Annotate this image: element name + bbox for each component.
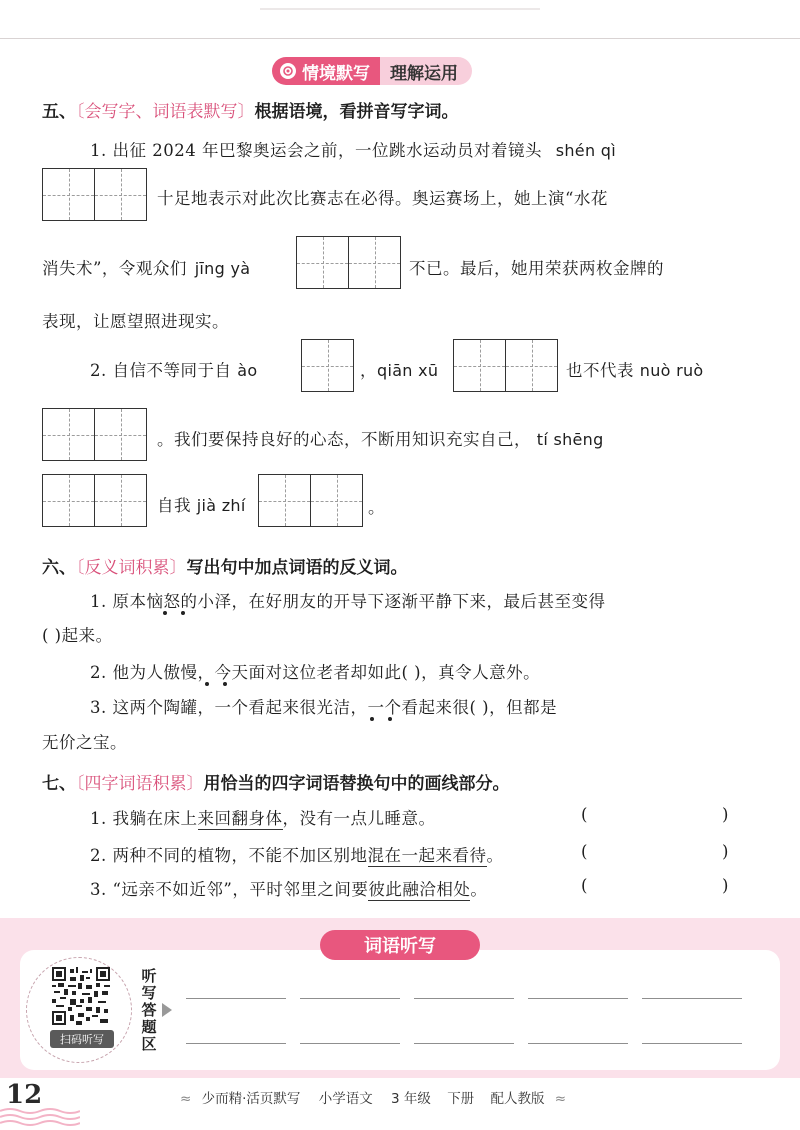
q6-3-line-2: 无价之宝。	[42, 733, 127, 752]
pinyin: shén qì	[555, 141, 616, 160]
dictation-line[interactable]	[186, 1043, 286, 1044]
answer-paren-open: (	[581, 876, 588, 895]
section-instruction: 写出句中加点词语的反义词。	[186, 558, 408, 578]
dictation-line[interactable]	[642, 998, 742, 999]
q5-1-line-1	[90, 137, 616, 161]
pinyin: qiān xū	[377, 361, 439, 380]
text: 2. 自信不等同于自	[90, 361, 232, 380]
volume: 下册	[447, 1091, 475, 1107]
dictation-line[interactable]	[414, 1043, 514, 1044]
section-number: 五、	[42, 102, 76, 122]
grid-cell[interactable]	[506, 340, 557, 391]
answer-grid[interactable]	[42, 168, 147, 221]
answer-grid[interactable]	[42, 408, 147, 461]
q5-1-line-4: 表现，让愿望照进现实。	[42, 312, 229, 331]
wave-mark: ≈	[180, 1091, 192, 1107]
footer-info	[180, 1087, 566, 1107]
banner-tag	[272, 57, 380, 85]
section-number: 七、	[42, 774, 76, 794]
dictation-line[interactable]	[642, 1043, 742, 1044]
section-instruction: 根据语境，看拼音写字词。	[254, 102, 459, 122]
text: 2. 两种不同的植物，不能不加区别地	[90, 846, 368, 865]
book-title: 少而精·活页默写	[201, 1091, 301, 1107]
emphasis-dot	[205, 682, 209, 686]
subject: 小学语文	[318, 1091, 373, 1107]
page-number: 12	[6, 1080, 43, 1110]
answer-grid[interactable]	[301, 339, 354, 392]
pinyin: nuò ruò	[639, 361, 704, 380]
section-bracket-label: 〔四字词语积累〕	[76, 774, 204, 794]
text: ，没有一点儿睡意。	[282, 809, 436, 828]
q6-3-line-1: 3. 这两个陶罐，一个看起来很光洁，一个看起来很( )，但都是	[90, 698, 558, 717]
section-bracket-label: 〔会写字、词语表默写〕	[76, 102, 255, 122]
arrow-right-icon	[162, 1003, 172, 1017]
q7-3	[90, 876, 487, 900]
text: 。	[486, 846, 504, 865]
section-6-heading	[42, 553, 408, 578]
answer-paren-close: )	[722, 842, 729, 861]
scan-to-dictate-label[interactable]: 扫码听写	[50, 1030, 114, 1048]
q5-1-line-3b: 不已。最后，她用荣获两枚金牌的	[409, 259, 664, 278]
section-bracket-label: 〔反义词积累〕	[76, 558, 187, 578]
pinyin: tí shēng	[536, 430, 604, 449]
q5-2-line-1c	[566, 357, 704, 381]
q5-2-line-1b	[360, 357, 438, 381]
scan-smear	[260, 8, 540, 10]
emphasis-dot	[388, 717, 392, 721]
q5-2-line-2	[157, 426, 604, 450]
underlined-phrase: 来回翻身体	[197, 809, 283, 828]
q5-2-line-3b: 。	[368, 498, 385, 517]
answer-paren-open: (	[581, 805, 588, 824]
section-instruction: 用恰当的四字词语替换句中的画线部分。	[203, 774, 510, 794]
emphasis-dot	[163, 611, 167, 615]
underlined-phrase: 混在一起来看待	[367, 846, 487, 865]
dictation-line[interactable]	[186, 998, 286, 999]
banner-subtitle: 理解运用	[380, 57, 472, 85]
emphasis-dot	[223, 682, 227, 686]
text: 1. 我躺在床上	[90, 809, 198, 828]
grid-cell[interactable]	[311, 475, 362, 526]
text: 。	[470, 880, 488, 899]
grid-cell[interactable]	[297, 237, 349, 288]
answer-area-label: 听写答题区	[141, 967, 157, 1053]
section-5-heading	[42, 97, 459, 122]
banner-tag-label: 情境默写	[302, 63, 370, 84]
text: 3. “远亲不如近邻”，平时邻里之间要	[90, 880, 369, 899]
pinyin: ào	[237, 361, 258, 380]
dictation-line[interactable]	[414, 998, 514, 999]
dictation-title: 词语听写	[320, 930, 480, 960]
answer-grid[interactable]	[258, 474, 363, 527]
dictation-line[interactable]	[528, 998, 628, 999]
grid-cell[interactable]	[43, 169, 95, 220]
q5-2-line-1a	[90, 357, 257, 381]
answer-paren-close: )	[722, 805, 729, 824]
grid-cell[interactable]	[302, 340, 353, 391]
q6-1-line-1: 1. 原本恼怒的小泽，在好朋友的开导下逐渐平静下来，最后甚至变得	[90, 592, 606, 611]
answer-paren-close: )	[722, 876, 729, 895]
qr-code-icon[interactable]	[52, 967, 110, 1025]
grid-cell[interactable]	[259, 475, 311, 526]
text: 自我	[157, 496, 191, 515]
text: 消失术”，令观众们	[42, 259, 187, 278]
text: ，	[360, 361, 377, 380]
edition: 配人教版	[490, 1091, 545, 1107]
answer-grid[interactable]	[296, 236, 401, 289]
text: 。我们要保持良好的心态，不断用知识充实自己，	[157, 430, 531, 449]
grid-cell[interactable]	[95, 475, 146, 526]
wave-mark: ≈	[554, 1091, 567, 1107]
pinyin: jià zhí	[196, 496, 246, 515]
emphasis-dot	[181, 611, 185, 615]
underlined-phrase: 彼此融洽相处	[368, 880, 471, 899]
q5-1-line-3a	[42, 255, 250, 279]
q7-2	[90, 842, 504, 866]
grid-cell[interactable]	[95, 169, 146, 220]
dictation-panel-inner	[20, 950, 780, 1070]
q6-1-line-2: ( )起来。	[42, 626, 113, 645]
grid-cell[interactable]	[43, 409, 95, 460]
text: 也不代表	[566, 361, 634, 380]
dictation-line[interactable]	[528, 1043, 628, 1044]
medal-icon	[280, 63, 296, 79]
answer-grid[interactable]	[42, 474, 147, 527]
emphasis-dot	[370, 717, 374, 721]
pinyin: jīng yà	[194, 259, 251, 278]
dictation-lines-row-2	[186, 1043, 742, 1044]
dictation-lines-row-1	[186, 998, 742, 999]
grid-cell[interactable]	[349, 237, 400, 288]
text: 1. 出征 2024 年巴黎奥运会之前，一位跳水运动员对着镜头	[90, 141, 542, 160]
section-number: 六、	[42, 558, 76, 578]
dictation-line[interactable]	[300, 998, 400, 999]
grid-cell[interactable]	[454, 340, 506, 391]
section-7-heading	[42, 769, 510, 794]
grid-cell[interactable]	[95, 409, 146, 460]
answer-paren-open: (	[581, 842, 588, 861]
section-banner	[272, 57, 472, 85]
q5-1-line-2: 十足地表示对此次比赛志在必得。奥运赛场上，她上演“水花	[157, 189, 608, 208]
grid-cell[interactable]	[43, 475, 95, 526]
dictation-line[interactable]	[300, 1043, 400, 1044]
q5-2-line-3a	[157, 492, 246, 516]
q7-1	[90, 805, 436, 829]
q6-2: 2. 他为人傲慢，今天面对这位老者却如此( )，真令人意外。	[90, 663, 541, 682]
top-rule	[0, 38, 800, 39]
grade: 3 年级	[391, 1091, 431, 1107]
answer-grid[interactable]	[453, 339, 558, 392]
